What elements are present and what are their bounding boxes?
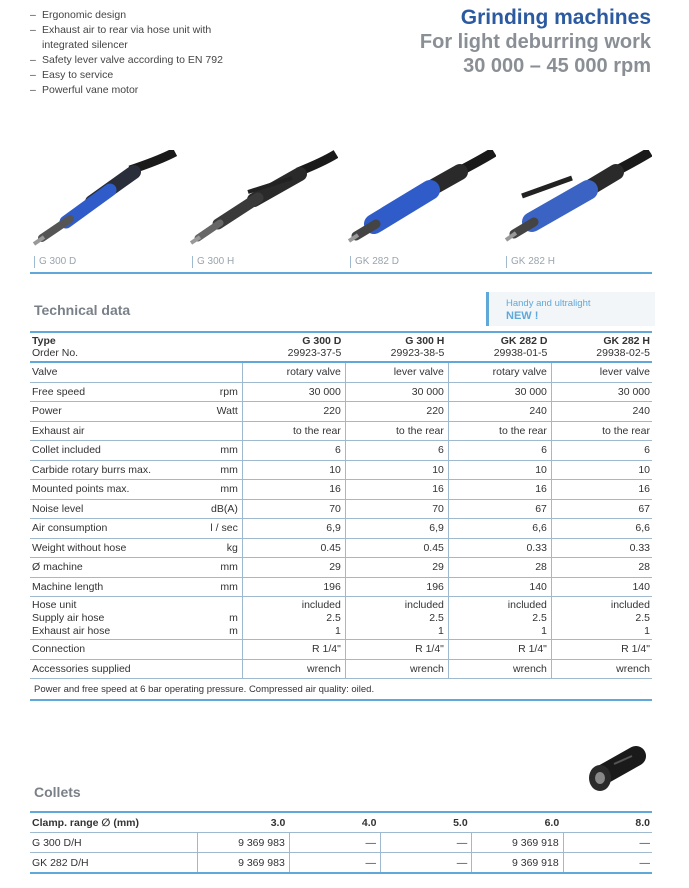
table-cell: [30, 597, 177, 640]
row-unit: mm: [177, 480, 242, 500]
table-row: [30, 577, 652, 597]
cell-value: 0.45: [345, 538, 448, 558]
table-cell: —: [381, 853, 472, 874]
cell-value: wrench: [345, 659, 448, 679]
type-name: GK 282 H: [603, 335, 650, 347]
order-number: 29923-38-5: [390, 347, 445, 359]
cell-value: 1: [335, 624, 341, 637]
cell-value: 1: [541, 624, 547, 637]
row-label: Supply air hose: [32, 611, 105, 624]
row-label: Exhaust air: [30, 421, 177, 441]
grinder-lever-icon: [188, 150, 338, 258]
table-row: [30, 499, 652, 519]
table-cell: [177, 597, 242, 640]
cell-value: 29: [345, 558, 448, 578]
table-row: [30, 421, 652, 441]
table-cell: [448, 597, 551, 640]
cell-value: included: [404, 598, 444, 611]
row-label: Mounted points max.: [30, 480, 177, 500]
table-cell: [177, 332, 242, 362]
row-unit: dB(A): [177, 499, 242, 519]
cell-value: 6,9: [242, 519, 345, 539]
cell-value: R 1/4": [242, 640, 345, 660]
row-unit: Watt: [177, 402, 242, 422]
collets-table: [30, 811, 652, 874]
cell-value: included: [610, 598, 650, 611]
cell-value: 240: [551, 402, 652, 422]
row-unit: mm: [177, 460, 242, 480]
cell-value: 6,6: [448, 519, 551, 539]
cell-value: 140: [448, 577, 551, 597]
cell-value: 1: [438, 624, 444, 637]
table-cell: [345, 597, 448, 640]
cell-value: 6: [551, 441, 652, 461]
order-number: 29938-02-5: [596, 347, 650, 359]
cell-value: to the rear: [448, 421, 551, 441]
cell-value: to the rear: [345, 421, 448, 441]
tech-rows: [30, 640, 652, 679]
cell-value: lever valve: [551, 362, 652, 382]
grinder-lever-icon: [502, 150, 652, 258]
table-cell: 9 369 918: [472, 833, 564, 853]
table-cell: 4.0: [289, 812, 380, 833]
cell-value: R 1/4": [345, 640, 448, 660]
cell-value: 2.5: [635, 611, 650, 624]
cell-value: wrench: [448, 659, 551, 679]
technical-data-table: [30, 331, 652, 701]
cell-value: 16: [551, 480, 652, 500]
table-row: [30, 460, 652, 480]
type-name: G 300 H: [405, 335, 445, 347]
page-title: [420, 6, 651, 78]
technical-data-heading: Technical data: [34, 302, 131, 318]
row-label: Connection: [30, 640, 177, 660]
feature-list: [30, 8, 223, 98]
table-header-row: [30, 332, 652, 362]
table-cell: [345, 332, 448, 362]
cell-value: 10: [448, 460, 551, 480]
cell-value: 30 000: [551, 382, 652, 402]
table-cell: —: [289, 853, 380, 874]
cell-value: 70: [242, 499, 345, 519]
cell-value: rotary valve: [448, 362, 551, 382]
machine-label: G 300 D: [34, 256, 76, 268]
cell-value: 28: [448, 558, 551, 578]
cell-value: 6: [242, 441, 345, 461]
cell-value: 6: [448, 441, 551, 461]
table-cell: —: [381, 833, 472, 853]
machine-gk282d: [346, 150, 496, 272]
row-label: Carbide rotary burrs max.: [30, 460, 177, 480]
new-badge: [486, 292, 655, 326]
table-row: [30, 659, 652, 679]
table-cell: 9 369 983: [198, 833, 290, 853]
type-label: Type: [32, 335, 56, 347]
grinder-rotary-icon: [30, 150, 180, 258]
table-row: [30, 833, 652, 853]
feature-item: – Powerful vane motor: [30, 83, 223, 98]
table-row: [30, 402, 652, 422]
cell-value: included: [507, 598, 547, 611]
table-cell: [551, 597, 652, 640]
table-cell: GK 282 D/H: [30, 853, 198, 874]
row-label: Free speed: [30, 382, 177, 402]
row-unit: [177, 362, 242, 382]
cell-value: 0.33: [448, 538, 551, 558]
cell-value: to the rear: [242, 421, 345, 441]
cell-value: 28: [551, 558, 652, 578]
row-label: Exhaust air hose: [32, 624, 111, 637]
table-cell: —: [563, 833, 652, 853]
cell-value: 6: [345, 441, 448, 461]
cell-value: to the rear: [551, 421, 652, 441]
table-row: [30, 853, 652, 874]
cell-value: wrench: [551, 659, 652, 679]
row-label: Collet included: [30, 441, 177, 461]
table-note-row: [30, 679, 652, 701]
cell-value: 67: [448, 499, 551, 519]
cell-value: 16: [242, 480, 345, 500]
cell-value: 30 000: [242, 382, 345, 402]
table-cell: 8.0: [563, 812, 652, 833]
cell-value: R 1/4": [551, 640, 652, 660]
table-header-row: [30, 812, 652, 833]
cell-value: 70: [345, 499, 448, 519]
table-row: [30, 538, 652, 558]
table-cell: 9 369 918: [472, 853, 564, 874]
title-line-2: For light deburring work: [419, 31, 651, 53]
machine-label: GK 282 H: [506, 256, 555, 268]
row-unit: [177, 640, 242, 660]
row-unit: mm: [177, 558, 242, 578]
badge-new: NEW !: [506, 310, 539, 322]
cell-value: 6,9: [345, 519, 448, 539]
footnote: Power and free speed at 6 bar operating pressure. Compressed air quality: oiled.: [30, 679, 652, 701]
row-label: Valve: [30, 362, 177, 382]
cell-value: included: [301, 598, 341, 611]
cell-value: 220: [242, 402, 345, 422]
table-row: [30, 362, 652, 382]
cell-value: 29: [242, 558, 345, 578]
order-number: 29923-37-5: [287, 347, 342, 359]
cell-value: 30 000: [345, 382, 448, 402]
feature-item: – Easy to service: [30, 68, 223, 83]
cell-value: 140: [551, 577, 652, 597]
cell-value: 2.5: [326, 611, 341, 624]
cell-value: lever valve: [345, 362, 448, 382]
collets-heading: Collets: [34, 784, 81, 800]
row-label: Air consumption: [30, 519, 177, 539]
row-label: Power: [30, 402, 177, 422]
cell-value: 16: [448, 480, 551, 500]
row-label: Noise level: [30, 499, 177, 519]
machine-label: GK 282 D: [350, 256, 399, 268]
type-name: G 300 D: [302, 335, 342, 347]
feature-item: – Ergonomic design: [30, 8, 223, 23]
cell-value: 16: [345, 480, 448, 500]
table-row: [30, 558, 652, 578]
table-cell: [551, 332, 652, 362]
table-cell: [30, 332, 177, 362]
table-cell: —: [563, 853, 652, 874]
cell-value: 0.33: [551, 538, 652, 558]
table-cell: [242, 332, 345, 362]
cell-value: 10: [551, 460, 652, 480]
order-label: Order No.: [32, 347, 79, 359]
tech-rows: [30, 362, 652, 597]
row-unit: rpm: [177, 382, 242, 402]
machine-g300h: [188, 150, 338, 272]
table-cell: —: [289, 833, 380, 853]
grinder-rotary-icon: [346, 150, 496, 258]
badge-subtitle: Handy and ultralight: [506, 298, 591, 309]
cell-value: 10: [242, 460, 345, 480]
row-unit: [177, 659, 242, 679]
row-unit: m: [229, 624, 238, 637]
table-cell: [448, 332, 551, 362]
cell-value: 220: [345, 402, 448, 422]
row-unit: mm: [177, 441, 242, 461]
cell-value: 2.5: [532, 611, 547, 624]
cell-value: rotary valve: [242, 362, 345, 382]
table-cell: 6.0: [472, 812, 564, 833]
row-label: Accessories supplied: [30, 659, 177, 679]
cell-value: 196: [242, 577, 345, 597]
type-name: GK 282 D: [500, 335, 548, 347]
table-row: [30, 382, 652, 402]
feature-item: integrated silencer: [42, 39, 128, 51]
machine-label: G 300 H: [192, 256, 234, 268]
machine-strip: [30, 150, 652, 274]
row-label: Ø machine: [30, 558, 177, 578]
title-line-1: Grinding machines: [460, 6, 651, 29]
table-row: [30, 597, 652, 640]
order-number: 29938-01-5: [493, 347, 548, 359]
cell-value: 67: [551, 499, 652, 519]
row-label: Machine length: [30, 577, 177, 597]
table-row: [30, 519, 652, 539]
cell-value: 1: [644, 624, 650, 637]
table-cell: 9 369 983: [198, 853, 290, 874]
row-unit: kg: [177, 538, 242, 558]
row-label: Hose unit: [32, 598, 77, 611]
row-unit: mm: [177, 577, 242, 597]
table-cell: [242, 597, 345, 640]
table-cell: 3.0: [198, 812, 290, 833]
row-label: Weight without hose: [30, 538, 177, 558]
table-row: [30, 441, 652, 461]
machine-gk282h: [502, 150, 652, 272]
cell-value: 6,6: [551, 519, 652, 539]
feature-item: – Exhaust air to rear via hose unit with: [30, 23, 223, 38]
row-unit: l / sec: [177, 519, 242, 539]
table-cell: Clamp. range ∅ (mm): [30, 812, 198, 833]
machine-g300d: [30, 150, 180, 272]
cell-value: 30 000: [448, 382, 551, 402]
collet-icon: [584, 744, 654, 800]
title-line-3: 30 000 – 45 000 rpm: [463, 55, 651, 77]
row-unit: [177, 421, 242, 441]
cell-value: wrench: [242, 659, 345, 679]
feature-item: – Safety lever valve according to EN 792: [30, 53, 223, 68]
cell-value: 196: [345, 577, 448, 597]
cell-value: 240: [448, 402, 551, 422]
cell-value: 0.45: [242, 538, 345, 558]
cell-value: R 1/4": [448, 640, 551, 660]
table-row: [30, 480, 652, 500]
cell-value: 2.5: [429, 611, 444, 624]
row-unit: m: [229, 611, 238, 624]
table-row: [30, 640, 652, 660]
cell-value: 10: [345, 460, 448, 480]
table-cell: 5.0: [381, 812, 472, 833]
table-cell: G 300 D/H: [30, 833, 198, 853]
